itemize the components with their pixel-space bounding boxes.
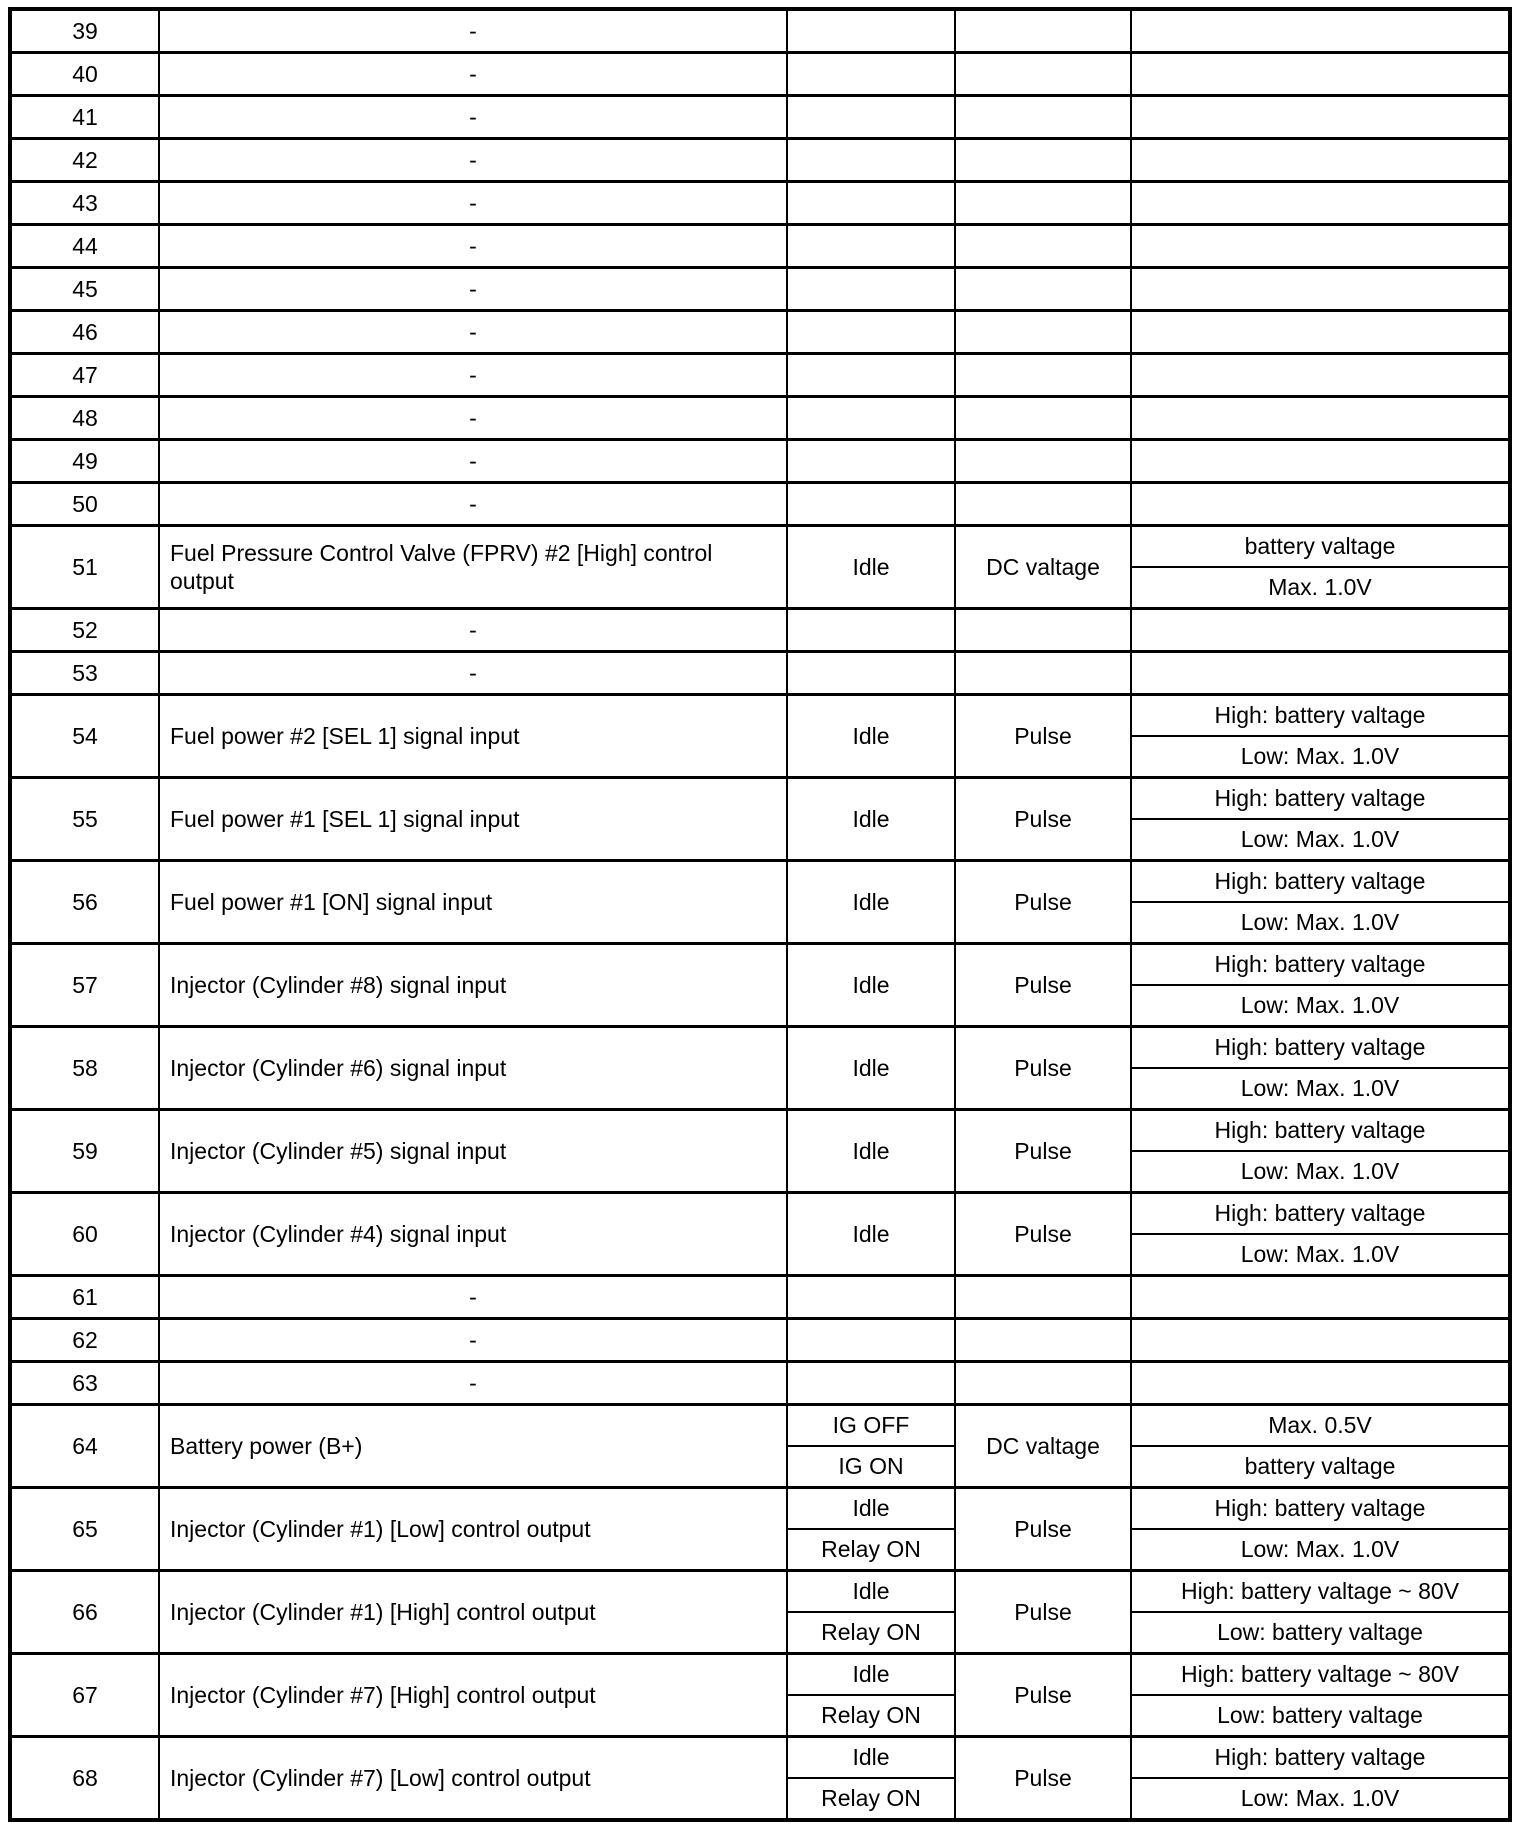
level-spec-empty	[1130, 11, 1508, 51]
pin-description: -	[158, 183, 786, 223]
signal-type-empty	[954, 1363, 1130, 1403]
signal-type: DC valtage	[954, 527, 1130, 607]
pin-condition: Idle	[786, 527, 954, 607]
pin-number: 49	[72, 447, 98, 474]
table-row	[12, 51, 1508, 94]
signal-type-empty	[954, 653, 1130, 693]
pin-description: -	[158, 653, 786, 693]
level-spec: High: battery valtage	[1214, 868, 1426, 895]
pin-number: 61	[72, 1283, 98, 1310]
pin-condition: IG OFF	[832, 1412, 910, 1439]
table-row	[12, 1274, 1508, 1317]
pin-condition-empty	[786, 11, 954, 51]
pin-description: Fuel power #1 [ON] signal input	[158, 862, 786, 942]
signal-type-empty	[954, 441, 1130, 481]
level-spec-empty	[1130, 183, 1508, 223]
level-spec-empty	[1130, 653, 1508, 693]
pin-number: 48	[72, 404, 98, 431]
table-row	[12, 1652, 1508, 1735]
signal-type: Pulse	[954, 1028, 1130, 1108]
pin-number: 55	[72, 805, 98, 832]
level-spec: Low: Max. 1.0V	[1132, 984, 1508, 1025]
level-spec-empty	[1130, 54, 1508, 94]
level-spec: Low: Max. 1.0V	[1132, 735, 1508, 776]
level-spec-empty	[1130, 97, 1508, 137]
signal-type-empty	[954, 1277, 1130, 1317]
table-row	[12, 1486, 1508, 1569]
table-row	[12, 137, 1508, 180]
level-spec-group	[1130, 1111, 1508, 1191]
pin-number: 62	[72, 1326, 98, 1353]
level-spec-group	[1130, 1489, 1508, 1569]
table-row	[12, 1191, 1508, 1274]
signal-type-empty	[954, 54, 1130, 94]
pin-condition: Relay ON	[788, 1694, 954, 1735]
signal-type-empty	[954, 355, 1130, 395]
signal-type: DC valtage	[954, 1406, 1130, 1486]
pin-number: 54	[72, 722, 98, 749]
pin-condition-empty	[786, 97, 954, 137]
pin-number: 67	[72, 1681, 98, 1708]
pin-number: 53	[72, 659, 98, 686]
pin-number: 68	[72, 1764, 98, 1791]
signal-type-empty	[954, 610, 1130, 650]
signal-type-empty	[954, 1320, 1130, 1360]
pin-condition: Idle	[786, 945, 954, 1025]
pin-condition: Relay ON	[788, 1777, 954, 1818]
pin-condition-group	[786, 1489, 954, 1569]
signal-type: Pulse	[954, 1572, 1130, 1652]
level-spec-empty	[1130, 398, 1508, 438]
signal-type: Pulse	[954, 1194, 1130, 1274]
table-row	[12, 438, 1508, 481]
table-row	[12, 180, 1508, 223]
signal-type-empty	[954, 226, 1130, 266]
pin-condition-empty	[786, 1320, 954, 1360]
pin-condition: Idle	[786, 696, 954, 776]
pin-number: 52	[72, 616, 98, 643]
level-spec: Max. 0.5V	[1268, 1412, 1372, 1439]
pin-description: -	[158, 484, 786, 524]
signal-type-empty	[954, 11, 1130, 51]
level-spec: Low: battery valtage	[1132, 1694, 1508, 1735]
pin-description: -	[158, 97, 786, 137]
pin-condition-group	[786, 1655, 954, 1735]
pin-description: -	[158, 610, 786, 650]
pin-description: -	[158, 1363, 786, 1403]
pin-terminal-table	[8, 7, 1512, 1822]
signal-type-empty	[954, 484, 1130, 524]
pin-condition-empty	[786, 226, 954, 266]
pin-description: -	[158, 11, 786, 51]
pin-condition-empty	[786, 355, 954, 395]
pin-number: 57	[72, 971, 98, 998]
pin-description: Injector (Cylinder #5) signal input	[158, 1111, 786, 1191]
pin-description: -	[158, 1320, 786, 1360]
pin-number: 64	[72, 1432, 98, 1459]
pin-condition: Idle	[786, 1194, 954, 1274]
level-spec-empty	[1130, 226, 1508, 266]
table-row	[12, 395, 1508, 438]
pin-condition-empty	[786, 183, 954, 223]
pin-condition-empty	[786, 1363, 954, 1403]
level-spec: battery valtage	[1244, 533, 1396, 560]
signal-type-empty	[954, 312, 1130, 352]
pin-condition-empty	[786, 54, 954, 94]
level-spec: Low: Max. 1.0V	[1132, 1777, 1508, 1818]
signal-type: Pulse	[954, 862, 1130, 942]
signal-type: Pulse	[954, 1738, 1130, 1818]
level-spec-empty	[1130, 355, 1508, 395]
table-row	[12, 1317, 1508, 1360]
pin-number: 63	[72, 1369, 98, 1396]
level-spec: battery valtage	[1132, 1445, 1508, 1486]
pin-description: Injector (Cylinder #7) [Low] control output	[158, 1738, 786, 1818]
pin-number: 43	[72, 189, 98, 216]
level-spec-empty	[1130, 1277, 1508, 1317]
table-row	[12, 524, 1508, 607]
pin-condition-empty	[786, 269, 954, 309]
level-spec-group	[1130, 862, 1508, 942]
signal-type: Pulse	[954, 696, 1130, 776]
pin-description: -	[158, 441, 786, 481]
pin-description: -	[158, 269, 786, 309]
pin-number: 56	[72, 888, 98, 915]
level-spec-group	[1130, 1738, 1508, 1818]
level-spec: High: battery valtage	[1214, 1200, 1426, 1227]
table-row	[12, 11, 1508, 51]
level-spec-empty	[1130, 441, 1508, 481]
table-row	[12, 859, 1508, 942]
pin-description: Injector (Cylinder #1) [Low] control output	[158, 1489, 786, 1569]
pin-condition-group	[786, 1572, 954, 1652]
pin-description: -	[158, 1277, 786, 1317]
pin-condition: Idle	[852, 1495, 890, 1522]
level-spec: Low: Max. 1.0V	[1132, 1150, 1508, 1191]
table-row	[12, 481, 1508, 524]
pin-condition-empty	[786, 312, 954, 352]
table-row	[12, 693, 1508, 776]
pin-number: 45	[72, 275, 98, 302]
pin-description: -	[158, 140, 786, 180]
pin-condition: IG ON	[788, 1445, 954, 1486]
table-row	[12, 94, 1508, 137]
pin-number: 41	[72, 103, 98, 130]
table-row	[12, 266, 1508, 309]
pin-condition: Idle	[786, 1111, 954, 1191]
signal-type-empty	[954, 398, 1130, 438]
level-spec: Low: Max. 1.0V	[1132, 1528, 1508, 1569]
level-spec: Low: Max. 1.0V	[1132, 1067, 1508, 1108]
level-spec: Low: Max. 1.0V	[1132, 818, 1508, 859]
pin-condition: Idle	[786, 1028, 954, 1108]
pin-description: Injector (Cylinder #1) [High] control output	[158, 1572, 786, 1652]
table-row	[12, 607, 1508, 650]
pin-condition-empty	[786, 610, 954, 650]
pin-condition-empty	[786, 484, 954, 524]
signal-type: Pulse	[954, 945, 1130, 1025]
level-spec: Low: Max. 1.0V	[1132, 1233, 1508, 1274]
pin-condition: Relay ON	[788, 1528, 954, 1569]
pin-condition: Idle	[852, 1744, 890, 1771]
pin-number: 39	[72, 17, 98, 44]
level-spec-group	[1130, 696, 1508, 776]
pin-description: Injector (Cylinder #8) signal input	[158, 945, 786, 1025]
pin-condition-group	[786, 1406, 954, 1486]
level-spec: Low: Max. 1.0V	[1132, 901, 1508, 942]
table-row	[12, 223, 1508, 266]
pin-number: 59	[72, 1137, 98, 1164]
pin-condition-empty	[786, 1277, 954, 1317]
table-row	[12, 1403, 1508, 1486]
level-spec-group	[1130, 1194, 1508, 1274]
level-spec: High: battery valtage	[1214, 1744, 1426, 1771]
level-spec: Max. 1.0V	[1132, 566, 1508, 607]
pin-description: Injector (Cylinder #7) [High] control output	[158, 1655, 786, 1735]
pin-description: Injector (Cylinder #4) signal input	[158, 1194, 786, 1274]
level-spec-empty	[1130, 1363, 1508, 1403]
pin-condition-empty	[786, 441, 954, 481]
pin-description: -	[158, 398, 786, 438]
pin-description: -	[158, 226, 786, 266]
table-row	[12, 650, 1508, 693]
level-spec-empty	[1130, 1320, 1508, 1360]
level-spec: High: battery valtage	[1214, 702, 1426, 729]
pin-condition-empty	[786, 398, 954, 438]
table-row	[12, 1569, 1508, 1652]
level-spec-group	[1130, 945, 1508, 1025]
level-spec-group	[1130, 527, 1508, 607]
level-spec: Low: battery valtage	[1132, 1611, 1508, 1652]
pin-description: -	[158, 54, 786, 94]
pin-condition: Idle	[852, 1578, 890, 1605]
pin-number: 65	[72, 1515, 98, 1542]
pin-description: Fuel power #2 [SEL 1] signal input	[158, 696, 786, 776]
signal-type: Pulse	[954, 1655, 1130, 1735]
table-row	[12, 776, 1508, 859]
level-spec-group	[1130, 1028, 1508, 1108]
table-row	[12, 309, 1508, 352]
pin-condition: Idle	[852, 1661, 890, 1688]
table-row	[12, 352, 1508, 395]
signal-type-empty	[954, 140, 1130, 180]
level-spec: High: battery valtage	[1214, 1495, 1426, 1522]
signal-type-empty	[954, 269, 1130, 309]
pin-description: Injector (Cylinder #6) signal input	[158, 1028, 786, 1108]
level-spec-empty	[1130, 269, 1508, 309]
pin-number: 40	[72, 60, 98, 87]
level-spec: High: battery valtage	[1214, 951, 1426, 978]
signal-type-empty	[954, 97, 1130, 137]
level-spec: High: battery valtage	[1214, 1034, 1426, 1061]
table-row	[12, 942, 1508, 1025]
pin-number: 58	[72, 1054, 98, 1081]
level-spec-group	[1130, 1655, 1508, 1735]
level-spec-group	[1130, 1406, 1508, 1486]
pin-description: Fuel power #1 [SEL 1] signal input	[158, 779, 786, 859]
signal-type-empty	[954, 183, 1130, 223]
pin-number: 46	[72, 318, 98, 345]
table-row	[12, 1025, 1508, 1108]
pin-number: 60	[72, 1220, 98, 1247]
pin-number: 47	[72, 361, 98, 388]
pin-condition-empty	[786, 653, 954, 693]
level-spec: High: battery valtage ~ 80V	[1180, 1661, 1460, 1688]
pin-condition: Idle	[786, 779, 954, 859]
table-row	[12, 1108, 1508, 1191]
signal-type: Pulse	[954, 779, 1130, 859]
pin-number: 42	[72, 146, 98, 173]
signal-type: Pulse	[954, 1489, 1130, 1569]
pin-number: 44	[72, 232, 98, 259]
pin-description: Fuel Pressure Control Valve (FPRV) #2 [High] control output	[158, 527, 786, 607]
pin-condition-empty	[786, 140, 954, 180]
level-spec-empty	[1130, 610, 1508, 650]
level-spec-empty	[1130, 140, 1508, 180]
level-spec: High: battery valtage	[1214, 1117, 1426, 1144]
table-row	[12, 1735, 1508, 1818]
level-spec-group	[1130, 1572, 1508, 1652]
level-spec-empty	[1130, 312, 1508, 352]
pin-condition: Idle	[786, 862, 954, 942]
table-row	[12, 1360, 1508, 1403]
pin-condition: Relay ON	[788, 1611, 954, 1652]
signal-type: Pulse	[954, 1111, 1130, 1191]
level-spec-empty	[1130, 484, 1508, 524]
pin-number: 51	[72, 553, 98, 580]
pin-number: 50	[72, 490, 98, 517]
pin-number: 66	[72, 1598, 98, 1625]
pin-description: -	[158, 355, 786, 395]
level-spec-group	[1130, 779, 1508, 859]
pin-description: Battery power (B+)	[158, 1406, 786, 1486]
level-spec: High: battery valtage ~ 80V	[1180, 1578, 1460, 1605]
pin-condition-group	[786, 1738, 954, 1818]
level-spec: High: battery valtage	[1214, 785, 1426, 812]
pin-description: -	[158, 312, 786, 352]
